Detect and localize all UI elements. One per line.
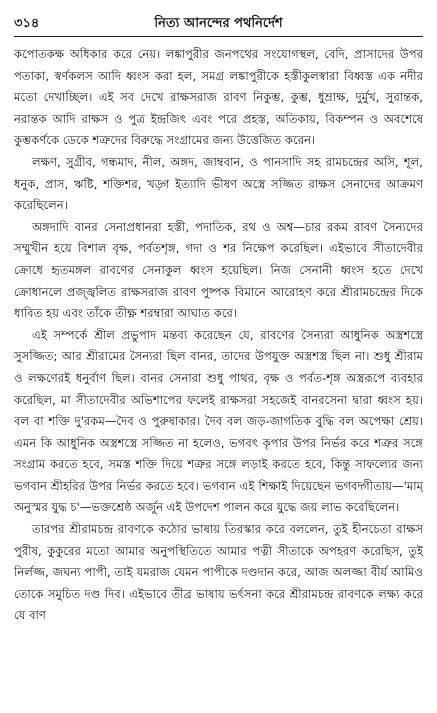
page-number: ৩১৪: [14, 16, 40, 31]
paragraph-3: অঙ্গদাদি বানর সেনাপ্রধানরা হস্তী, পদাতিক, রথ ও অশ্ব—চার রকম রাবণ সৈন্যদের সম্মুখীন হয়ে বিশাল বৃক্ষ, পর্বতশৃঙ্গ, গদা ও শর নিক্ষেপ করেছিল। এইভাবে সীতাদেবীর ক্রোধে হৃতমঙ্গল রাবণের সেনাকুল ধ্বংস হয়েছিল। নিজ সেনানী ধ্বংস হতে দেখে ক্রোধানলে প্রজ্জ্বলিত রাক্ষসরাজ রাবণ পুষ্পক বিমানে আরোহণ করে শ্রীরামচন্দ্রের দিকে ধাবিত হয় এবং তাঁকে তীক্ষ্ণ শরম্বারা আঘাত করে।: [14, 219, 423, 321]
paragraph-5: তারপর শ্রীরামচন্দ্র রাবণকে কঠোর ভাষায় তিরস্কার করে বললেন, তুই হীনচেতা রাক্ষস পুরীষ, কুকুরের মতো আমার অনুপস্থিতিতে আমার পত্নী সীতাকে অপহরণ করেছিস, তুই নির্লজ্জ, জঘন্য পাপী, তাই যমরাজ যেমন পাপীকে দণ্ডদান করে, আজ অলজ্জা বীর্য আমিও তোকে সমুচিত দণ্ড দিব। এইভাবে তীব্র ভাষায় ভর্ৎসনা করে শ্রীরামচন্দ্র রাবণকে লক্ষ্য করে যে বাণ: [14, 522, 423, 623]
paragraph-4: এই সম্পর্কে শ্রীল প্রভুপাদ মন্তব্য করেছেন যে, রাবণের সৈন্যরা আধুনিক অস্ত্রশস্ত্রে সুসজ্জিত; আর শ্রীরামের সৈন্যরা ছিল বানর, তাদের উপযুক্ত অস্ত্রশস্ত্র ছিল না। শুধু শ্রীরাম ও লক্ষণেরই ধনুর্বাণ ছিল। বানর সেনারা শুধু পাথর, বৃক্ষ ও পর্বত-শৃঙ্গ অস্ত্ররূপে ব্যবহার করেছিল, মা সীতাদেবীর অভিশাপের ফলেই রাক্ষসরা সহজেই বানরসেনা দ্বারা ধ্বংস হয়। বল বা শক্তি দু'রকম—দৈব ও পুরুষাকার। দৈব বল জড়-জাগতিক বুদ্ধি বল অপেক্ষা শ্রেয়। এমন কি আধুনিক অস্ত্রশস্ত্রে সজ্জিত না হলেও, ভগবৎ কৃপার উপর নির্ভর করে শত্রুর সঙ্গে সংগ্রাম করতে হবে, সমস্ত শক্তি দিয়ে শত্রুর সঙ্গে লড়াই করতে হবে, কিন্তু সাফল্যের জন্য ভগবান শ্রীহরির উপর নির্ভর করতে হবে। ভগবান এই শিক্ষাই দিয়েছেন ভগবদ্গীতায়—'মাম্ অনুস্মর যুদ্ধ চ'—ভক্তশ্রেষ্ঠ অর্জুন এই উপদেশ পালন করে যুদ্ধে জয় লাভ করেছিলেন।: [14, 327, 423, 515]
paragraph-1: কপোতকক্ষ অধিকার করে নেয়। লঙ্কাপুরীর জনপথের সংযোগস্থল, বেদি, প্রাসাদের উপর পতাকা, স্বর্ণকলস আদি ধ্বংস করা হল, সমগ্র লঙ্কাপুরীকে হস্তীকুলস্বারা বিধ্বস্ত এক নদীর মতো দেখাচ্ছিল। এই সব দেখে রাক্ষসরাজ রাবণ নিকুম্ভ, কুম্ভ, ধুম্রাক্ষ, দুর্মুখ, সুরান্তক, নরান্তক আদি রাক্ষস ও পুত্র ইন্দ্রজিৎ এবং পরে প্রহস্ত, অতিকায়, বিকম্পন ও অবশেষে কুম্ভকর্ণকে ডেকে শত্রুদের বিরুদ্ধে সংগ্রামের জন্য উত্তেজিত করেন।: [14, 47, 423, 148]
page-header: [14, 12, 423, 37]
paragraph-2: লক্ষণ, সুগ্রীব, গন্ধমাদ, নীল, অঙ্গদ, জাম্ববান, ও পানসাদি সহ রামচন্দ্রের অসি, শূল, ধনুক, প্রাস, ঋষ্টি, শক্তিশর, খড়্গ ইত্যাদি ভীষণ অস্ত্রে সজ্জিত রাক্ষস সেনাদের আক্রমণ করেছিলেন।: [14, 154, 423, 213]
body-text: [14, 44, 423, 709]
running-title: নিত্য আনন্দের পথনির্দেশ: [154, 16, 283, 31]
